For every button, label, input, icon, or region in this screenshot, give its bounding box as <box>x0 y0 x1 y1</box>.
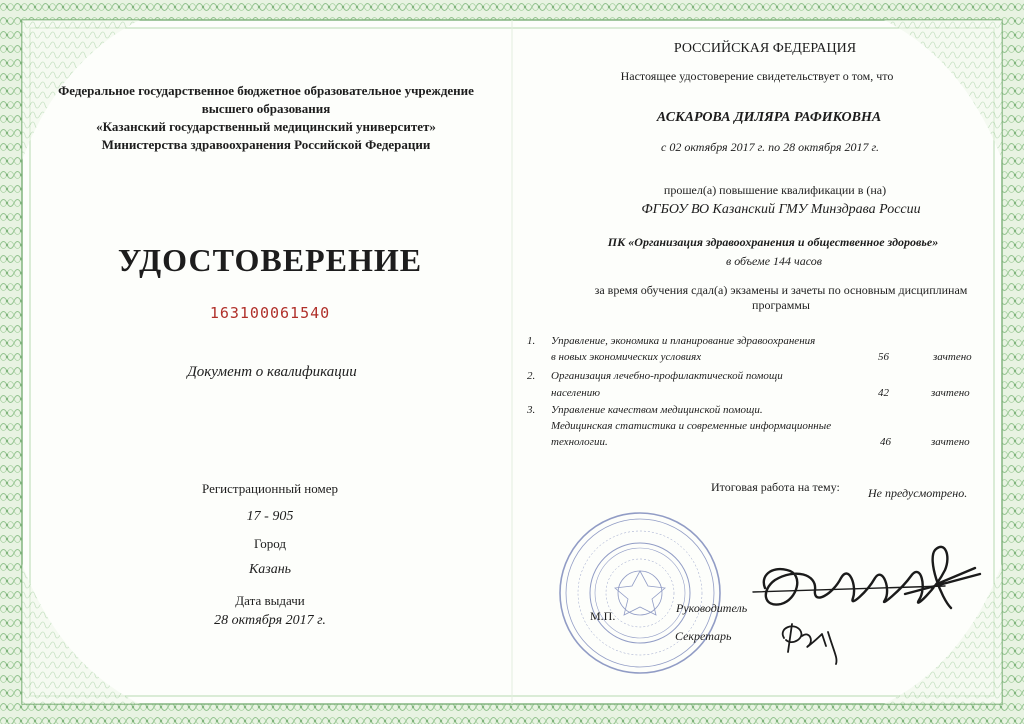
subject-1-line-2: в новых экономических условиях <box>551 351 702 363</box>
head-label: Руководитель <box>676 601 748 615</box>
issue-date-label: Дата выдачи <box>235 593 305 608</box>
exams-text-line-1: за время обучения сдал(а) экзамены и зачеты по основным дисциплинам <box>594 283 968 297</box>
subject-2-line-1: Организация лечебно-профилактической помощи <box>551 370 783 382</box>
subject-3-line-2: Медицинская статистика и современные информационные <box>551 420 832 432</box>
subject-3-number: 3. <box>527 404 536 416</box>
subject-1-result: зачтено <box>933 351 972 363</box>
subject-2-line-2: населению <box>551 387 600 399</box>
subject-3-hours: 46 <box>880 436 891 448</box>
final-work-label: Итоговая работа на тему: <box>711 480 840 494</box>
holder-name: АСКАРОВА ДИЛЯРА РАФИКОВНА <box>656 110 882 125</box>
document-title: УДОСТОВЕРЕНИЕ <box>117 242 423 278</box>
subject-1-number: 1. <box>527 335 536 347</box>
reg-number: 17 - 905 <box>246 509 294 524</box>
secretary-signature <box>770 612 850 667</box>
subject-2-result: зачтено <box>931 387 970 399</box>
secretary-label: Секретарь <box>675 629 732 643</box>
subject-3-line-1: Управление качеством медицинской помощи. <box>551 404 763 416</box>
volume-prefix: в объеме <box>726 254 771 268</box>
organization: ФГБОУ ВО Казанский ГМУ Минздрава России <box>641 202 921 217</box>
head-signature <box>745 528 985 623</box>
issue-date: 28 октября 2017 г. <box>214 613 326 628</box>
program-volume <box>726 255 822 267</box>
subject-1-line-1: Управление, экономика и планирование здравоохранения <box>551 335 816 347</box>
subject-1-hours: 56 <box>878 351 889 363</box>
round-seal-stamp <box>555 508 725 678</box>
final-work-value: Не предусмотрено. <box>868 486 968 500</box>
subject-2-number: 2. <box>527 370 536 382</box>
certify-text: Настоящее удостоверение свидетельствует о том, что <box>620 69 894 83</box>
subject-3-result: зачтено <box>931 436 970 448</box>
institution-line-3: «Казанский государственный медицинский университет» <box>96 119 436 134</box>
volume-suffix: часов <box>794 254 822 268</box>
city-label: Город <box>253 536 287 551</box>
subject-3-line-3: технологии. <box>551 436 608 448</box>
training-text: прошел(а) повышение квалификации в (на) <box>663 183 887 197</box>
volume-hours: 144 <box>773 254 792 268</box>
training-period: с 02 октября 2017 г. по 28 октября 2017 г. <box>661 140 879 154</box>
country-heading: РОССИЙСКАЯ ФЕДЕРАЦИЯ <box>673 41 857 56</box>
reg-number-label: Регистрационный номер <box>202 481 338 496</box>
program-title: ПК «Организация здравоохранения и общественное здоровье» <box>607 235 939 249</box>
document-type: Документ о квалификации <box>187 364 357 380</box>
serial-number: 163100061540 <box>209 304 331 322</box>
city: Казань <box>248 562 292 577</box>
exams-text-line-2: программы <box>752 298 810 312</box>
institution-line-1: Федеральное государственное бюджетное образовательное учреждение <box>58 83 474 98</box>
subject-2-hours: 42 <box>878 387 889 399</box>
stamp-label: М.П. <box>590 609 616 623</box>
institution-line-2: высшего образования <box>201 101 331 116</box>
institution-line-4: Министерства здравоохранения Российской Федерации <box>101 137 431 152</box>
